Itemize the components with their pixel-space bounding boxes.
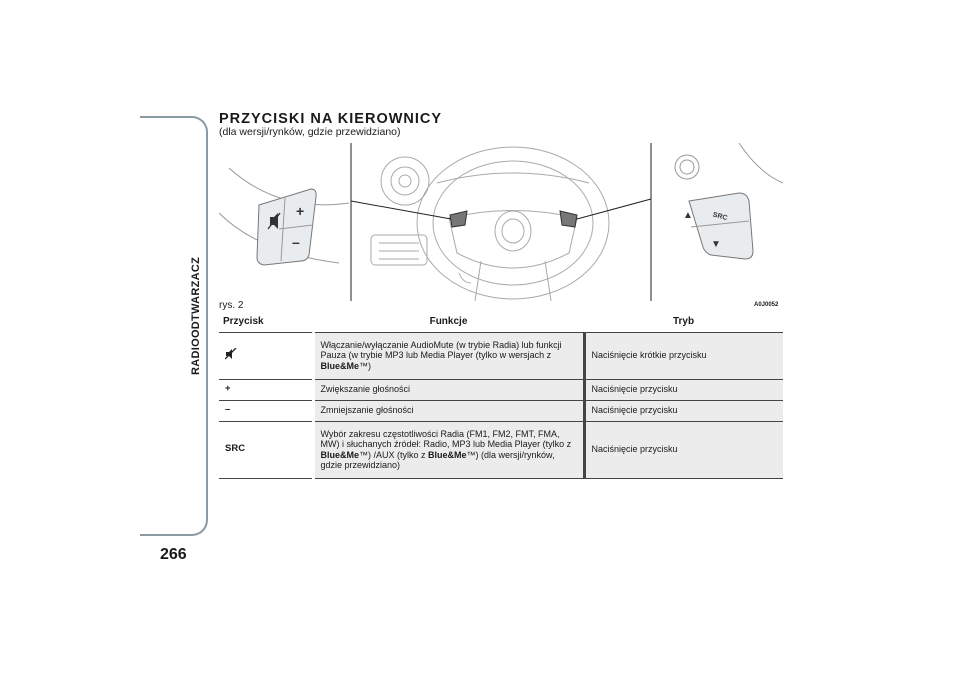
figure-code: A0J0052 bbox=[754, 302, 779, 308]
section-label: RADIOODTWARZACZ bbox=[190, 256, 202, 376]
buttons-table bbox=[219, 314, 783, 479]
row-button-cell bbox=[219, 332, 313, 379]
right-wheel-button bbox=[560, 211, 577, 227]
row-button-cell: + bbox=[219, 379, 313, 400]
brand-text: Blue&Me bbox=[320, 449, 360, 460]
page-title: PRZYCISKI NA KIEROWNICY bbox=[219, 111, 443, 127]
function-text-mid: ™) /AUX (tylko z bbox=[359, 449, 429, 460]
mute-icon bbox=[225, 348, 237, 360]
header-mode: Tryb bbox=[584, 314, 783, 332]
row-mode-cell: Naciśnięcie krótkie przycisku bbox=[584, 332, 783, 379]
row-function-cell bbox=[313, 421, 584, 478]
right-pad-up-label: ▲ bbox=[683, 210, 693, 221]
function-text-end: ™) (dla wersji/rynków, gdzie przewidziano) bbox=[320, 449, 555, 470]
row-function-cell: Zwiększanie głośności bbox=[313, 379, 584, 400]
row-button-cell: – bbox=[219, 400, 313, 421]
steering-wheel-figure bbox=[219, 143, 783, 303]
table-row bbox=[219, 421, 783, 478]
left-pad-plus-label: + bbox=[296, 203, 305, 219]
function-text: Włączanie/wyłączanie AudioMute (w trybie Radia) lub funkcji Pauza (w trybie MP3 lub Media Player (tylko w wersjach z bbox=[320, 339, 562, 361]
function-text: Wybór zakresu częstotliwości Radia (FM1, FM2, FMT, FMA, MW) i słuchanych źródeł: Radio, MP3 lub Media Player (tylko z bbox=[320, 428, 572, 450]
right-pad-down-label: ▼ bbox=[711, 239, 721, 250]
header-button: Przycisk bbox=[219, 314, 313, 332]
table-row bbox=[219, 400, 783, 421]
row-mode-cell: Naciśnięcie przycisku bbox=[584, 379, 783, 400]
row-mode-cell: Naciśnięcie przycisku bbox=[584, 421, 783, 478]
figure-caption: rys. 2 bbox=[219, 300, 244, 311]
left-wheel-button bbox=[450, 211, 467, 227]
right-pad-src-label: SRC bbox=[711, 211, 728, 223]
brand-text: Blue&Me bbox=[320, 360, 360, 371]
right-button-pad bbox=[675, 143, 783, 259]
table-row bbox=[219, 379, 783, 400]
header-function: Funkcje bbox=[313, 314, 584, 332]
function-text-end: ™) bbox=[359, 360, 372, 371]
brand-text-2: Blue&Me bbox=[428, 449, 467, 460]
row-button-cell: SRC bbox=[219, 421, 313, 478]
page-subtitle: (dla wersji/rynków, gdzie przewidziano) bbox=[219, 126, 401, 138]
page-number: 266 bbox=[160, 546, 187, 563]
table-row bbox=[219, 332, 783, 379]
left-button-pad bbox=[219, 168, 349, 265]
row-mode-cell: Naciśnięcie przycisku bbox=[584, 400, 783, 421]
table-header-row bbox=[219, 314, 783, 332]
row-function-cell bbox=[313, 332, 584, 379]
left-pad-minus-label: – bbox=[292, 234, 300, 250]
row-function-cell: Zmniejszanie głośności bbox=[313, 400, 584, 421]
